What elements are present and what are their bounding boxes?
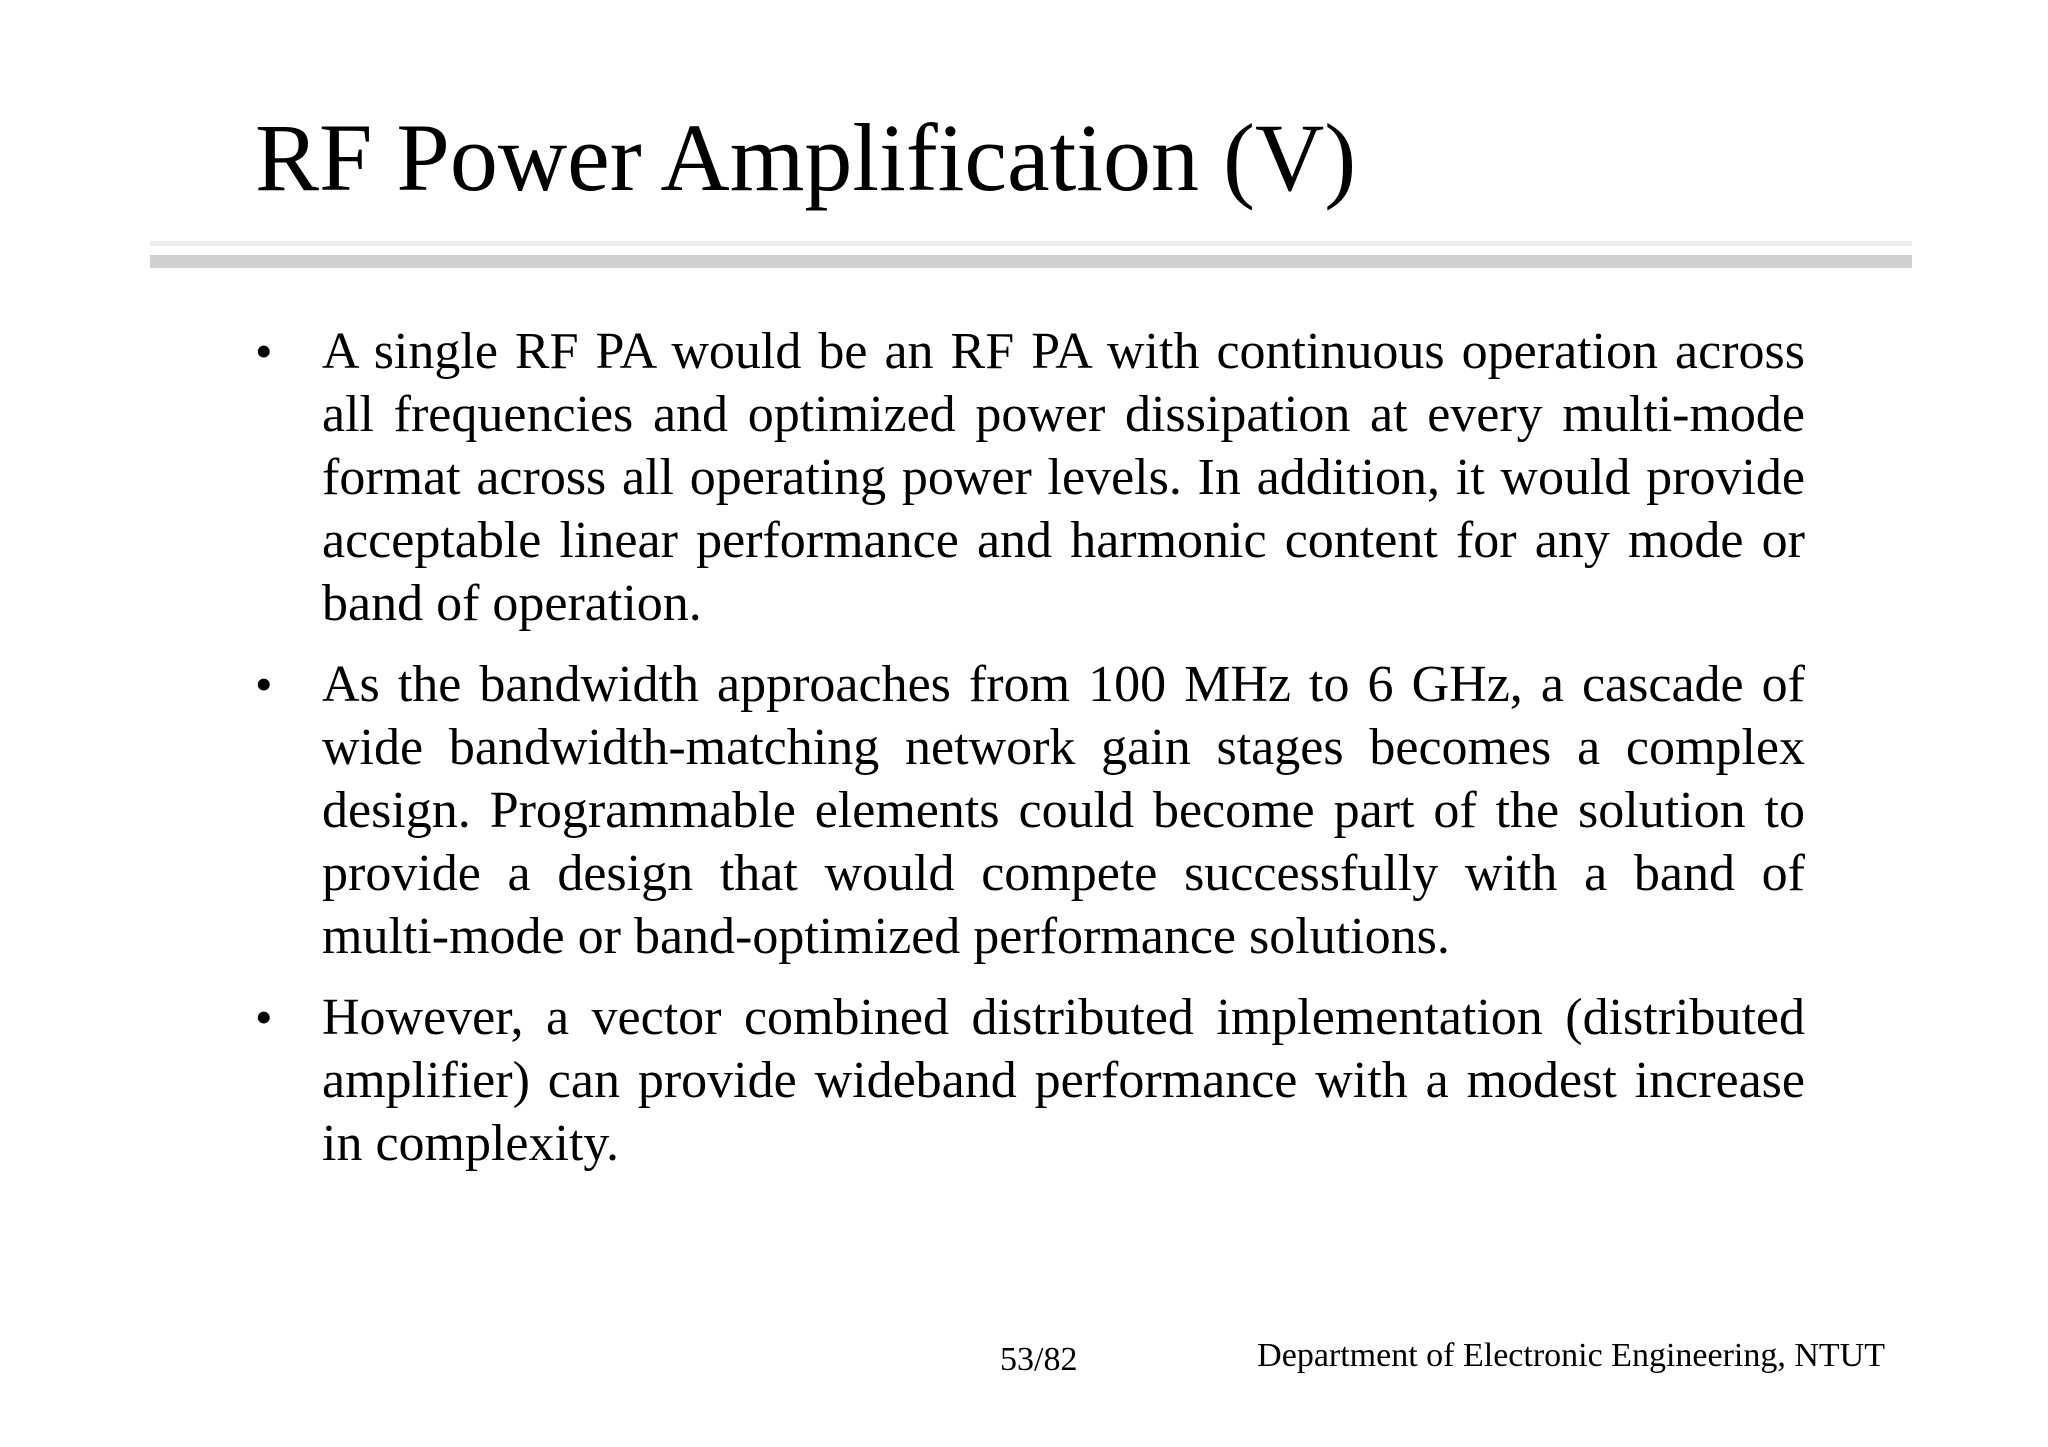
- bullet-item: [255, 986, 1805, 1175]
- slide-title: RF Power Amplification (V): [255, 104, 1357, 211]
- bullet-marker: •: [255, 656, 273, 712]
- title-divider-thin: [150, 241, 1912, 246]
- page-number: 53/82: [1000, 1341, 1078, 1378]
- title-divider-thick: [150, 255, 1912, 268]
- bullet-text: A single RF PA would be an RF PA with continuous operation across all frequencies and optimized power dissipation at every multi-mode format across all operating power levels. In addition, it would provide acceptable linear performance and harmonic content for any mode or band of operation.: [322, 323, 1805, 632]
- bullet-item: [255, 653, 1805, 968]
- bullet-marker: •: [255, 989, 273, 1045]
- bullet-item: [255, 320, 1805, 635]
- bullet-text: As the bandwidth approaches from 100 MHz to 6 GHz, a cascade of wide bandwidth-matching network gain stages becomes a complex design. Programmable elements could become part of the solution to provide a design that would compete successfully with a band of multi-mode or band-optimized performance solutions.: [322, 656, 1805, 965]
- footer-department: Department of Electronic Engineering, NTUT: [1257, 1337, 1885, 1374]
- bullet-marker: •: [255, 323, 273, 379]
- bullet-text: However, a vector combined distributed implementation (distributed amplifier) can provide wideband performance with a modest increase in complexity.: [322, 989, 1805, 1172]
- bullet-list: [255, 320, 1805, 1193]
